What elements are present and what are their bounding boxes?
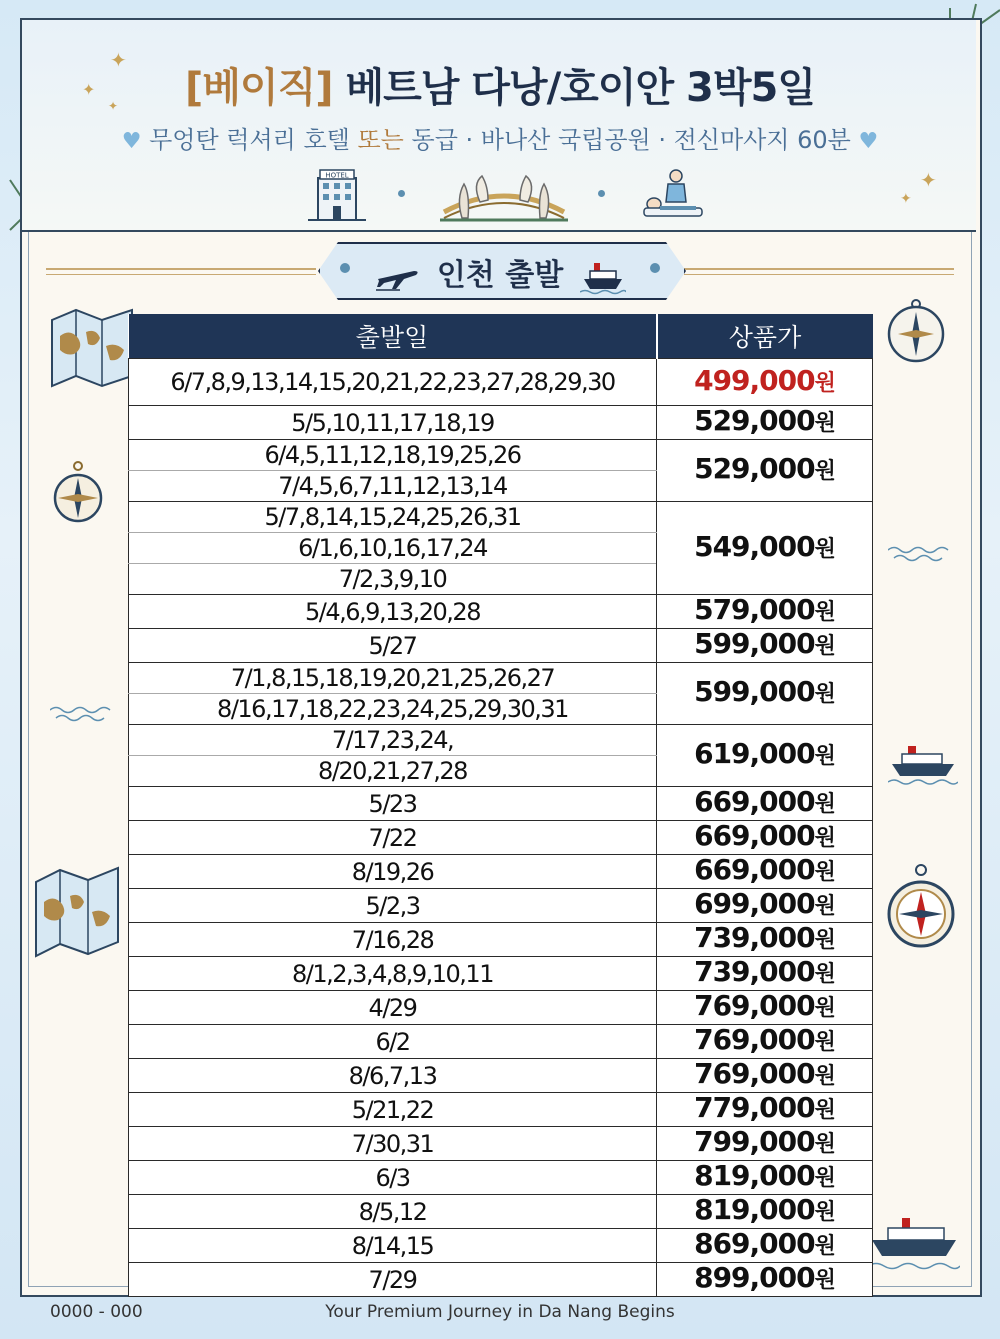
price-amount: 769,000 [694, 1057, 815, 1090]
price-table [128, 314, 873, 1297]
departure-dates: 5/5,10,11,17,18,19 [129, 406, 657, 440]
subtitle-highlight: 또는 [357, 126, 404, 154]
price-unit: 원 [814, 1166, 835, 1191]
departure-dates: 8/20,21,27,28 [129, 756, 657, 787]
table-row [129, 502, 873, 533]
price-unit: 원 [814, 860, 835, 885]
separator-dot [598, 190, 605, 197]
table-row [129, 1229, 873, 1263]
compass-icon [886, 862, 956, 950]
price-amount: 779,000 [694, 1091, 815, 1124]
table-row [129, 440, 873, 471]
price-unit: 원 [814, 536, 835, 562]
departure-dates: 7/29 [129, 1263, 657, 1297]
departure-dates: 8/5,12 [129, 1195, 657, 1229]
price-amount: 669,000 [694, 785, 815, 818]
heart-icon: ♥ [121, 129, 142, 154]
price-amount: 619,000 [694, 737, 815, 770]
departure-dates: 8/6,7,13 [129, 1059, 657, 1093]
star-icon: ✦ [110, 48, 127, 72]
table-row [129, 1093, 873, 1127]
table-row [129, 1025, 873, 1059]
compass-icon [884, 298, 948, 364]
table-row [129, 1059, 873, 1093]
departure-dates: 7/16,28 [129, 923, 657, 957]
price-amount: 669,000 [694, 819, 815, 852]
map-icon [46, 306, 138, 390]
price-unit: 원 [814, 1064, 835, 1089]
subtitle-part2: 동급 · 바나산 국립공원 · 전신마사지 60분 [411, 126, 851, 154]
price-value [657, 1127, 873, 1161]
price-value [657, 1263, 873, 1297]
table-row [129, 787, 873, 821]
price-amount: 549,000 [694, 529, 815, 563]
compass-icon [52, 460, 104, 526]
departure-dates: 7/1,8,15,18,19,20,21,25,26,27 [129, 663, 657, 694]
subtitle-part1: 무엉탄 럭셔리 호텔 [149, 126, 350, 154]
price-unit: 원 [814, 792, 835, 817]
cruise-ship-icon [868, 1214, 960, 1272]
departure-dates: 4/29 [129, 991, 657, 1025]
price-unit: 원 [814, 744, 835, 769]
price-amount: 769,000 [694, 1023, 815, 1056]
table-row [129, 957, 873, 991]
price-amount: 599,000 [694, 675, 815, 708]
page-subtitle [0, 120, 1000, 155]
price-unit: 원 [814, 682, 835, 707]
departure-dates: 7/30,31 [129, 1127, 657, 1161]
price-value [657, 725, 873, 787]
massage-icon [640, 168, 706, 222]
table-row [129, 855, 873, 889]
title-text: 베트남 다낭/호이안 3박5일 [345, 65, 815, 111]
price-value [657, 821, 873, 855]
table-row [129, 923, 873, 957]
price-value [657, 440, 873, 502]
departure-dates: 7/4,5,6,7,11,12,13,14 [129, 471, 657, 502]
hotel-sign: HOTEL [325, 171, 349, 180]
departure-dates: 6/1,6,10,16,17,24 [129, 533, 657, 564]
departure-dates: 8/1,2,3,4,8,9,10,11 [129, 957, 657, 991]
departure-dates: 8/16,17,18,22,23,24,25,29,30,31 [129, 694, 657, 725]
price-value [657, 359, 873, 406]
table-row [129, 1263, 873, 1297]
price-amount: 739,000 [694, 955, 815, 988]
divider-line [684, 274, 954, 275]
departure-dates: 6/3 [129, 1161, 657, 1195]
footer-slogan: Your Premium Journey in Da Nang Begins [325, 1302, 675, 1322]
price-amount: 699,000 [694, 887, 815, 920]
table-row [129, 1195, 873, 1229]
map-icon [30, 862, 124, 962]
price-amount: 899,000 [694, 1261, 815, 1294]
departure-text: 인천 출발 [436, 258, 564, 293]
price-value [657, 991, 873, 1025]
price-value [657, 663, 873, 725]
price-amount: 499,000 [694, 363, 815, 397]
table-row [129, 1161, 873, 1195]
cruise-ship-icon [888, 740, 958, 786]
price-table-body [129, 359, 873, 1297]
star-icon: ✦ [920, 168, 937, 192]
price-amount: 799,000 [694, 1125, 815, 1158]
price-value [657, 406, 873, 440]
table-row [129, 725, 873, 756]
feature-icons [0, 168, 1000, 224]
departure-dates: 5/4,6,9,13,20,28 [129, 595, 657, 629]
price-amount: 579,000 [694, 593, 815, 626]
departure-dates: 5/2,3 [129, 889, 657, 923]
departure-label [318, 250, 682, 295]
price-unit: 원 [814, 370, 835, 396]
table-row [129, 406, 873, 440]
price-amount: 869,000 [694, 1227, 815, 1260]
price-unit: 원 [814, 1132, 835, 1157]
divider-line [46, 268, 316, 270]
price-unit: 원 [814, 1030, 835, 1055]
price-amount: 819,000 [694, 1193, 815, 1226]
heart-icon: ♥ [858, 129, 879, 154]
price-amount: 529,000 [694, 452, 815, 485]
header-price: 상품가 [657, 314, 873, 359]
price-unit: 원 [814, 894, 835, 919]
price-unit: 원 [814, 411, 835, 436]
price-amount: 739,000 [694, 921, 815, 954]
departure-dates: 7/2,3,9,10 [129, 564, 657, 595]
table-row [129, 889, 873, 923]
departure-dates: 6/4,5,11,12,18,19,25,26 [129, 440, 657, 471]
wave-icon [50, 702, 116, 722]
price-unit: 원 [814, 962, 835, 987]
price-unit: 원 [814, 634, 835, 659]
page-title [0, 56, 1000, 113]
ship-icon [580, 259, 626, 295]
wave-icon [888, 542, 954, 564]
price-value [657, 855, 873, 889]
golden-bridge-icon [440, 172, 568, 222]
price-amount: 819,000 [694, 1159, 815, 1192]
table-row [129, 629, 873, 663]
title-tag: [베이직] [185, 65, 333, 111]
star-icon: ✦ [82, 80, 96, 99]
separator-dot [398, 190, 405, 197]
departure-dates: 6/2 [129, 1025, 657, 1059]
table-header-row [129, 314, 873, 359]
header-date: 출발일 [129, 314, 657, 359]
departure-dates: 7/17,23,24, [129, 725, 657, 756]
price-value [657, 1195, 873, 1229]
divider-line [46, 274, 316, 275]
departure-dates: 6/7,8,9,13,14,15,20,21,22,23,27,28,29,30 [129, 359, 657, 406]
price-value [657, 1025, 873, 1059]
price-value [657, 957, 873, 991]
price-amount: 669,000 [694, 853, 815, 886]
table-row [129, 991, 873, 1025]
departure-dates: 5/21,22 [129, 1093, 657, 1127]
star-icon: ✦ [108, 99, 119, 113]
price-unit: 원 [814, 1098, 835, 1123]
price-value [657, 889, 873, 923]
table-row [129, 359, 873, 406]
hotel-icon [306, 168, 368, 222]
footer-code: 0000 - 000 [50, 1302, 143, 1322]
price-unit: 원 [814, 600, 835, 625]
table-row [129, 1127, 873, 1161]
divider-line [684, 268, 954, 270]
table-row [129, 663, 873, 694]
price-amount: 599,000 [694, 627, 815, 660]
table-row [129, 821, 873, 855]
departure-dates: 7/22 [129, 821, 657, 855]
price-unit: 원 [814, 928, 835, 953]
price-unit: 원 [814, 996, 835, 1021]
table-row [129, 595, 873, 629]
price-unit: 원 [814, 1234, 835, 1259]
price-value [657, 595, 873, 629]
price-amount: 529,000 [694, 404, 815, 437]
departure-dates: 5/27 [129, 629, 657, 663]
price-unit: 원 [814, 459, 835, 484]
price-value [657, 1059, 873, 1093]
departure-dates: 8/19,26 [129, 855, 657, 889]
price-unit: 원 [814, 1268, 835, 1293]
price-value [657, 1229, 873, 1263]
price-amount: 769,000 [694, 989, 815, 1022]
price-value [657, 1093, 873, 1127]
departure-dates: 5/7,8,14,15,24,25,26,31 [129, 502, 657, 533]
price-value [657, 1161, 873, 1195]
price-unit: 원 [814, 826, 835, 851]
star-icon: ✦ [900, 191, 912, 207]
price-value [657, 629, 873, 663]
departure-dates: 5/23 [129, 787, 657, 821]
price-unit: 원 [814, 1200, 835, 1225]
airplane-icon [374, 263, 420, 291]
departure-dates: 8/14,15 [129, 1229, 657, 1263]
price-value [657, 502, 873, 595]
price-value [657, 787, 873, 821]
price-value [657, 923, 873, 957]
